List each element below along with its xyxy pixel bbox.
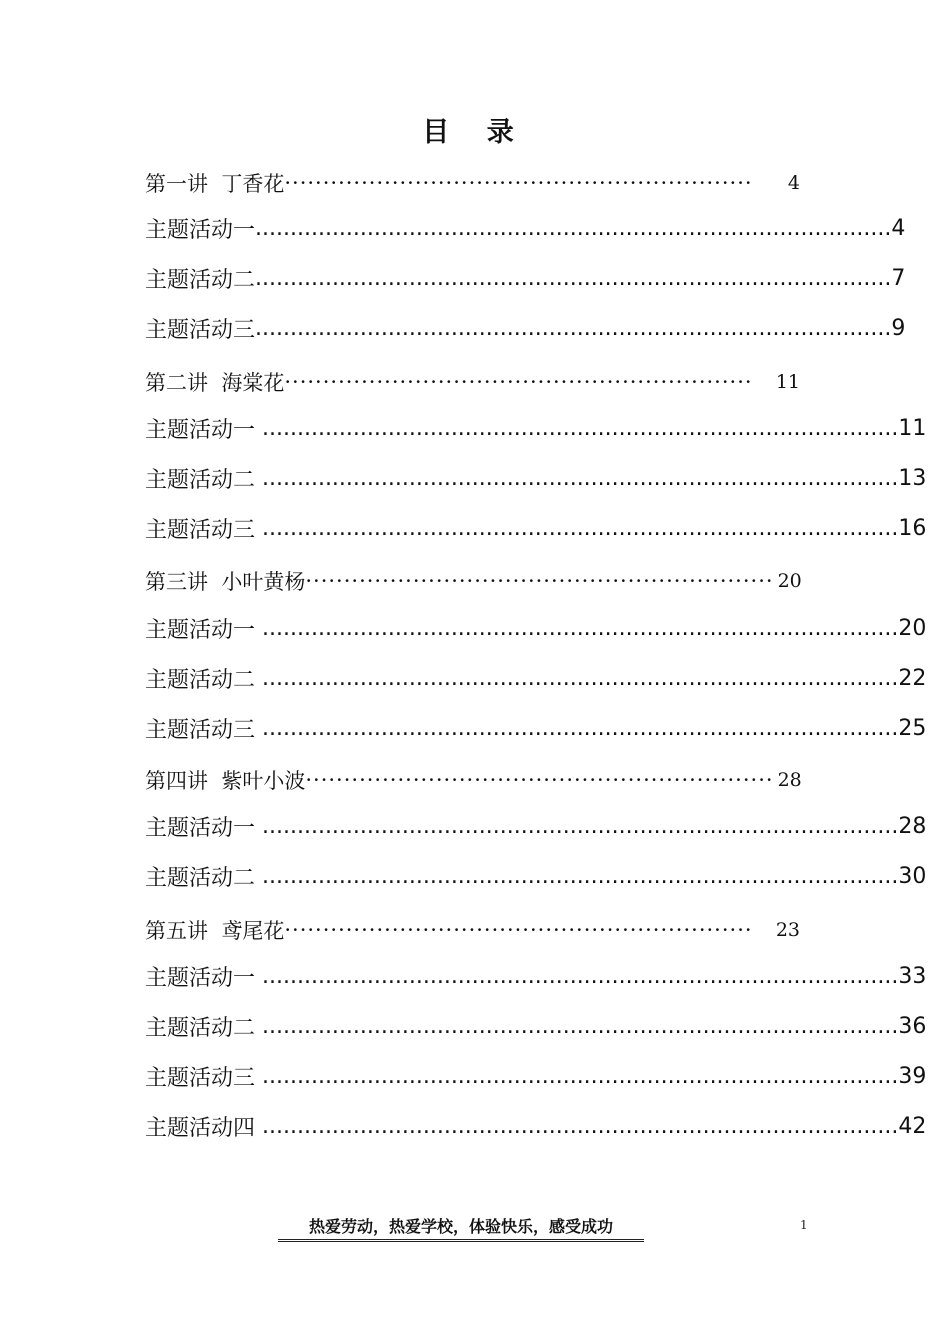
toc-label: 主题活动三 (145, 717, 262, 743)
toc-item[interactable] (145, 610, 927, 646)
toc-label: 第二讲 海棠花 (145, 371, 285, 395)
toc-page-number: 13 (898, 465, 927, 491)
toc-chapter[interactable] (145, 912, 800, 948)
toc-item[interactable] (145, 1008, 927, 1044)
toc-item[interactable] (145, 858, 927, 894)
toc-item[interactable] (145, 260, 906, 296)
toc-label: 主题活动二 (145, 467, 262, 493)
toc-page-number: 9 (891, 315, 906, 341)
toc-leader: ····························································· (284, 370, 753, 394)
toc-label: 第三讲 小叶黄杨 (145, 570, 306, 594)
toc-label: 主题活动一 (145, 617, 262, 643)
toc-leader: ........................................................................................... (262, 515, 899, 541)
toc-page-number: 36 (898, 1013, 927, 1039)
toc-label: 主题活动二 (145, 267, 256, 293)
page-number: 1 (800, 1218, 808, 1232)
toc-page-number: 4 (891, 215, 906, 241)
toc-page-number: 11 (775, 371, 800, 393)
toc-page-number: 20 (777, 570, 802, 592)
toc-leader: ····························································· (284, 171, 753, 195)
toc-leader: ........................................................................................... (262, 1063, 899, 1089)
toc-chapter[interactable] (145, 563, 800, 599)
toc-item[interactable] (145, 460, 927, 496)
toc-page-number: 11 (898, 415, 927, 441)
toc-page-number: 23 (775, 919, 800, 941)
toc-leader: ····························································· (305, 569, 774, 593)
toc-page-number: 20 (898, 615, 927, 641)
toc-label: 主题活动二 (145, 1015, 262, 1041)
toc-label: 主题活动三 (145, 317, 256, 343)
toc-leader: ····························································· (305, 768, 774, 792)
toc-leader: ........................................................................................... (262, 665, 899, 691)
toc-item[interactable] (145, 410, 927, 446)
toc-chapter[interactable] (145, 165, 800, 201)
toc-leader: ........................................................................................... (255, 265, 892, 291)
toc-item[interactable] (145, 210, 906, 246)
toc-page-number: 28 (777, 769, 802, 791)
toc-label: 主题活动一 (145, 815, 262, 841)
toc-item[interactable] (145, 510, 927, 546)
toc-leader: ........................................................................................... (262, 963, 899, 989)
toc-leader: ........................................................................................... (262, 1113, 899, 1139)
toc-leader: ........................................................................................... (262, 813, 899, 839)
toc-item[interactable] (145, 808, 927, 844)
toc-label: 主题活动二 (145, 667, 262, 693)
toc-page-number: 33 (898, 963, 927, 989)
toc-chapter[interactable] (145, 364, 800, 400)
toc-label: 第一讲 丁香花 (145, 172, 285, 196)
toc-page-number: 25 (898, 715, 927, 741)
toc-label: 主题活动三 (145, 1065, 262, 1091)
toc-leader: ........................................................................................... (255, 215, 892, 241)
toc-page-number: 22 (898, 665, 927, 691)
toc-item[interactable] (145, 1108, 927, 1144)
toc-item[interactable] (145, 310, 906, 346)
toc-label: 主题活动一 (145, 417, 262, 443)
toc-label: 主题活动一 (145, 965, 262, 991)
toc-label: 第四讲 紫叶小波 (145, 769, 306, 793)
toc-page-number: 42 (898, 1113, 927, 1139)
toc-item[interactable] (145, 958, 927, 994)
toc-item[interactable] (145, 660, 927, 696)
toc-leader: ........................................................................................... (262, 465, 899, 491)
toc-leader: ........................................................................................... (262, 615, 899, 641)
toc-leader: ........................................................................................... (262, 863, 899, 889)
toc-leader: ........................................................................................... (255, 315, 892, 341)
toc-leader: ........................................................................................... (262, 415, 899, 441)
toc-chapter[interactable] (145, 762, 800, 798)
toc-page-number: 28 (898, 813, 927, 839)
toc-label: 主题活动三 (145, 517, 262, 543)
toc-label: 主题活动二 (145, 865, 262, 891)
footer-slogan: 热爱劳动，热爱学校，体验快乐，感受成功 (278, 1214, 644, 1242)
page-title: 目 录 (422, 117, 528, 148)
toc-item[interactable] (145, 1058, 927, 1094)
toc-leader: ........................................................................................... (262, 1013, 899, 1039)
toc-page-number: 4 (787, 172, 800, 194)
toc-leader: ........................................................................................... (262, 715, 899, 741)
toc-leader: ····························································· (284, 918, 753, 942)
toc-page-number: 30 (898, 863, 927, 889)
toc-page-number: 7 (891, 265, 906, 291)
toc-page-number: 16 (898, 515, 927, 541)
toc-label: 主题活动一 (145, 217, 256, 243)
toc-page-number: 39 (898, 1063, 927, 1089)
toc-item[interactable] (145, 710, 927, 746)
toc-label: 第五讲 鸢尾花 (145, 919, 285, 943)
toc-label: 主题活动四 (145, 1115, 262, 1141)
